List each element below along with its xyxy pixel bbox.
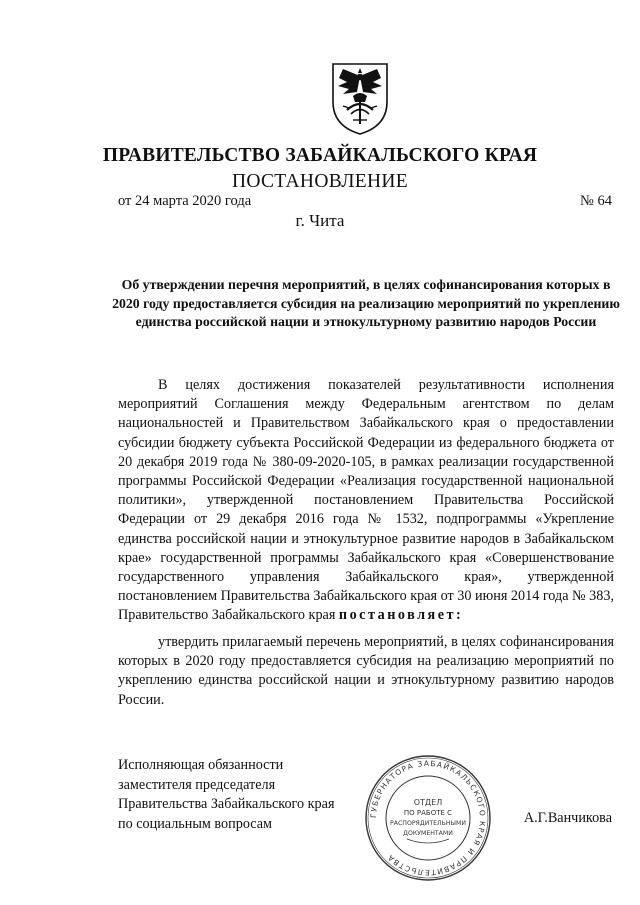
stamp-inner-text: ОТДЕЛ [413,798,443,807]
stamp-inner-text: ПО РАБОТЕ С [403,809,453,817]
document-type: ПОСТАНОВЛЕНИЕ [232,171,408,192]
stamp-outer-text: ГУБЕРНАТОРА ЗАБАЙКАЛЬСКОГО КРАЯ И ПРАВИТЕЛЬСТВА [368,758,488,878]
stamp-inner-text: РАСПОРЯДИТЕЛЬНЫМИ [390,820,466,827]
signatory-position-line: Исполняющая обязанности [118,757,284,773]
signatory-position [118,756,334,834]
decree-word: постановляет: [338,607,464,624]
body-paragraph-main [118,376,614,626]
coat-of-arms-icon [329,60,391,136]
signatory-name: А.Г.Ванчикова [523,810,612,826]
document-heading: Об утверждении перечня мероприятий, в целях софинансирования которых в 2020 году предоставляется субсидия на реализацию мероприятий по укреплению единства российской нации и этнокультурному развитию народов России [112,277,620,329]
signatory-position-line: заместителя председателя [118,776,276,793]
official-seal-icon [363,753,493,883]
signatory-position-line: по социальным вопросам [118,815,273,832]
document-number: № 64 [580,193,612,209]
government-title: ПРАВИТЕЛЬСТВО ЗАБАЙКАЛЬСКОГО КРАЯ [102,145,538,166]
stamp-inner-text: ДОКУМЕНТАМИ [403,830,453,837]
signatory-position-line: Правительства Забайкальского края [118,796,335,812]
document-date: от 24 марта 2020 года [118,193,252,209]
document-city: г. Чита [295,211,345,230]
body-paragraph-text: В целях достижения показателей результативности исполнения мероприятий Соглашения между Федеральным агентством по делам национальностей и Правительством Забайкальского края о предоставлении субсидии бюджету субъекта Российской Федерации из федерального бюджета от 20 декабря 2019 года № 380-09-2020-105, в рамках реализации государственной программы Российской Федерации «Реализация государственной национальной политики», утвержденной постановлением Правительства Российской Федерации от 29 декабря 2016 года № 1532, подпрограммы «Укрепление единства российской нации и этнокультурное развитие народов в Забайкальском крае» государственной программы Забайкальского края «Совершенствование государственного управления Забайкальского края», утвержденной постановлением Правительства Забайкальского края от 30 июня 2014 года № 383, Правительство Забайкальского края [118,377,614,624]
body-paragraph-decree: утвердить прилагаемый перечень мероприятий, в целях софинансирования которых в 2020 году предоставляется субсидия на реализацию мероприятий по укреплению единства российской нации и этнокультурному развитию народов России. [118,634,614,708]
